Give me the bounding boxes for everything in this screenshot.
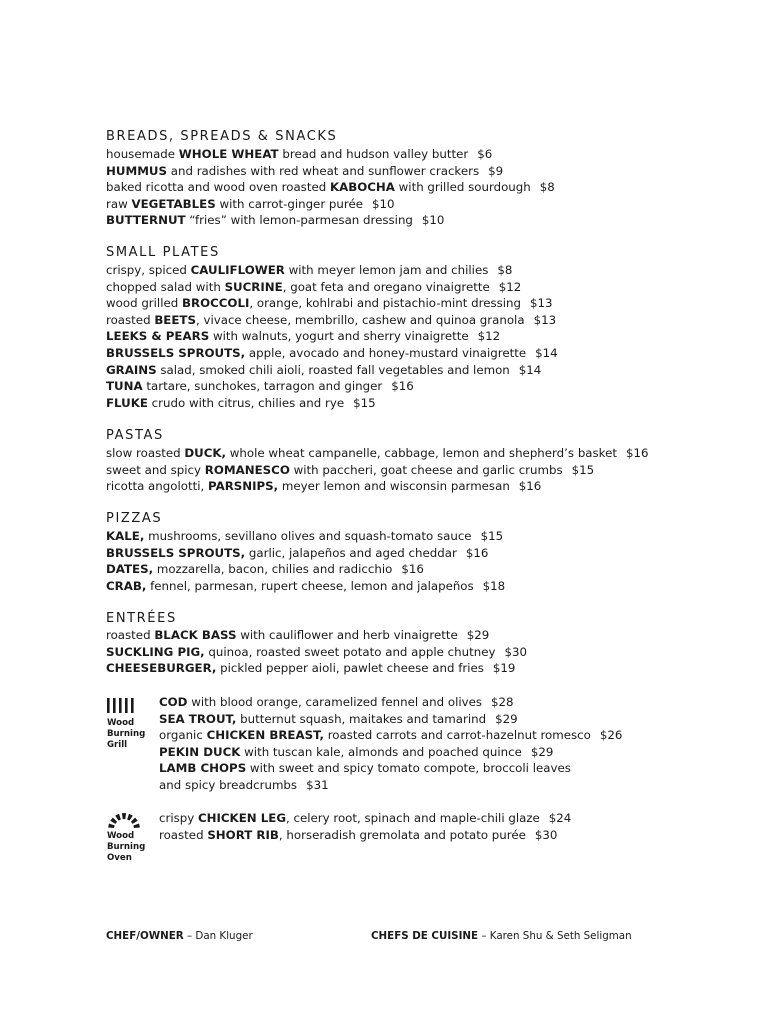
item-name: KALE, — [106, 529, 145, 543]
oven-icon-segment — [127, 814, 133, 821]
pastas-item — [106, 462, 594, 478]
oven-icon-segment — [133, 823, 140, 828]
oven-label-line: Wood — [107, 831, 135, 841]
item-name: ROMANESCO — [204, 462, 290, 477]
item-name: FLUKE — [106, 395, 148, 410]
item-price: $31 — [306, 778, 329, 792]
small-plates-item — [106, 328, 500, 344]
item-description: roasted carrots and carrot-hazelnut romesco — [323, 728, 591, 743]
item-description: meyer lemon and wisconsin parmesan — [278, 479, 510, 494]
item-price: $14 — [518, 362, 542, 377]
item-name: COD — [159, 695, 188, 709]
item-text: roasted — [106, 628, 155, 642]
item-price: $16 — [401, 562, 424, 577]
item-price: $10 — [372, 196, 395, 211]
grill-icon-label — [107, 718, 157, 751]
item-price: $8 — [497, 263, 513, 277]
pastas-item — [106, 445, 649, 461]
item-description: bread and hudson valley butter — [278, 147, 469, 161]
small-plates-item — [106, 312, 556, 328]
item-description: , goat feta and oregano vinaigrette — [282, 279, 490, 294]
item-price: $8 — [539, 180, 555, 195]
item-description: with meyer lemon jam and chilies — [284, 263, 489, 277]
item-description: with sweet and spicy tomato compote, broccoli leaves — [246, 761, 571, 776]
item-description: garlic, jalapeños and aged cheddar — [245, 545, 457, 560]
grill-item — [159, 760, 571, 776]
wood-burning-grill-icon — [106, 698, 138, 714]
item-description: with carrot-ginger purée — [215, 196, 363, 211]
item-name: PARSNIPS, — [208, 479, 279, 494]
item-text: crispy, spiced — [106, 263, 191, 277]
item-text: baked ricotta and wood oven roasted — [106, 180, 330, 195]
chefs-de-cuisine-label: CHEFS DE CUISINE — [371, 930, 479, 942]
item-description: and radishes with red wheat and sunflower crackers — [167, 163, 480, 178]
oven-icon-segment — [110, 817, 117, 823]
entrees-item — [106, 627, 489, 643]
item-text: raw — [106, 196, 132, 211]
chefs-de-cuisine-names: – Karen Shu & Seth Seligman — [478, 930, 632, 942]
section-title-pizzas: PIZZAS — [106, 511, 163, 526]
item-name: CHEESEBURGER, — [106, 661, 217, 676]
item-name: DATES, — [106, 562, 154, 577]
item-description: apple, avocado and honey-mustard vinaigrette — [245, 346, 527, 360]
item-price: $15 — [353, 395, 376, 410]
section-title-small-plates: SMALL PLATES — [106, 245, 220, 260]
grill-item — [159, 727, 622, 743]
item-description: with grilled sourdough — [394, 180, 531, 195]
small-plates-item — [106, 262, 512, 278]
item-description: , celery root, spinach and maple-chili glaze — [286, 811, 540, 825]
entrees-item — [106, 644, 527, 660]
section-title-pastas: PASTAS — [106, 428, 164, 443]
pizzas-item — [106, 578, 505, 594]
item-description: with cauliflower and herb vinaigrette — [236, 628, 458, 642]
item-description: pickled pepper aioli, pawlet cheese and fries — [216, 661, 484, 676]
oven-icon-segment — [131, 817, 138, 823]
item-price: $24 — [548, 811, 572, 825]
breads-item — [106, 146, 492, 162]
item-text: sweet and spicy — [106, 462, 205, 477]
item-price: $13 — [530, 296, 553, 311]
item-name: CHICKEN LEG — [197, 811, 287, 825]
pizzas-item — [106, 528, 503, 544]
item-name: TUNA — [106, 379, 143, 394]
item-name: HUMMUS — [106, 163, 168, 178]
item-price: $12 — [477, 329, 501, 344]
small-plates-item — [106, 395, 376, 411]
item-description: , orange, kohlrabi and pistachio-mint dressing — [249, 296, 521, 311]
item-price: $29 — [495, 711, 518, 726]
item-name: BEETS — [154, 312, 196, 327]
oven-label-line: Burning — [107, 842, 146, 852]
item-name: BRUSSELS SPROUTS, — [106, 545, 246, 560]
item-price: $15 — [480, 529, 504, 543]
pastas-item — [106, 478, 541, 494]
item-price: $14 — [535, 346, 558, 360]
oven-item — [159, 810, 571, 826]
item-price: $13 — [533, 312, 557, 327]
item-description: with paccheri, goat cheese and garlic crumbs — [289, 462, 563, 477]
item-price: $16 — [465, 545, 489, 560]
item-name: VEGETABLES — [131, 196, 216, 211]
grill-label-line: Grill — [107, 740, 128, 750]
oven-icon-segment — [122, 813, 126, 819]
item-description: quinoa, roasted sweet potato and apple chutney — [204, 644, 496, 659]
item-price: $16 — [391, 379, 414, 394]
breads-item — [106, 163, 503, 179]
item-description: , vivace cheese, membrillo, cashew and quinoa granola — [195, 312, 525, 327]
item-price: $29 — [530, 744, 554, 759]
item-description: mozzarella, bacon, chilies and radicchio — [153, 562, 393, 577]
item-text: roasted — [159, 827, 208, 842]
item-description: , horseradish gremolata and potato purée — [278, 827, 526, 842]
item-price: $30 — [504, 644, 527, 659]
oven-icon-segment — [108, 823, 115, 828]
oven-icon-segment — [115, 814, 121, 821]
item-text: crispy — [159, 811, 198, 825]
item-text: roasted — [106, 312, 155, 327]
item-text: chopped salad with — [106, 279, 225, 294]
item-price: $18 — [482, 578, 506, 593]
item-description: tartare, sunchokes, tarragon and ginger — [142, 379, 383, 394]
item-price: $16 — [518, 479, 542, 494]
item-price: $6 — [477, 147, 493, 161]
oven-item — [159, 827, 557, 843]
item-description: salad, smoked chili aioli, roasted fall vegetables and lemon — [156, 362, 510, 377]
item-text: organic — [159, 728, 207, 743]
footer-chef-owner — [106, 929, 253, 943]
small-plates-item — [106, 378, 414, 394]
item-price: $9 — [488, 163, 504, 178]
item-text: and spicy breadcrumbs — [159, 778, 298, 792]
small-plates-item — [106, 362, 541, 378]
grill-item — [159, 744, 553, 760]
item-name: CAULIFLOWER — [190, 263, 285, 277]
oven-label-line: Oven — [107, 853, 132, 863]
footer-chefs-de-cuisine — [371, 929, 632, 943]
small-plates-item — [106, 279, 521, 295]
grill-item — [159, 777, 329, 793]
item-price: $28 — [491, 695, 514, 709]
item-name: BLACK BASS — [154, 628, 237, 642]
item-price: $12 — [498, 279, 522, 294]
breads-item — [106, 212, 444, 228]
grill-item — [159, 711, 518, 727]
item-name: CHICKEN BREAST, — [206, 728, 324, 743]
item-price: $10 — [421, 213, 445, 228]
item-price: $29 — [466, 628, 490, 642]
small-plates-item — [106, 295, 553, 311]
item-description: crudo with citrus, chilies and rye — [147, 395, 345, 410]
item-text: slow roasted — [106, 446, 185, 460]
item-description: with blood orange, caramelized fennel and olives — [187, 695, 483, 709]
pizzas-item — [106, 561, 424, 577]
item-name: SHORT RIB — [207, 827, 279, 842]
item-name: GRAINS — [106, 362, 157, 377]
oven-icon-label — [107, 831, 157, 864]
section-title-breads: BREADS, SPREADS & SNACKS — [106, 129, 338, 144]
item-price: $19 — [492, 661, 516, 676]
item-description: fennel, parmesan, rupert cheese, lemon and jalapeños — [146, 578, 474, 593]
breads-item — [106, 196, 395, 212]
item-name: BUTTERNUT — [106, 213, 186, 228]
grill-item — [159, 694, 514, 710]
item-price: $16 — [625, 446, 649, 460]
item-name: KABOCHA — [329, 180, 395, 195]
item-text: wood grilled — [106, 296, 182, 311]
item-price: $30 — [534, 827, 558, 842]
section-title-entrees: ENTRÉES — [106, 611, 177, 626]
item-text: housemade — [106, 147, 179, 161]
small-plates-item — [106, 345, 558, 361]
item-text: ricotta angolotti, — [106, 479, 208, 494]
item-name: BROCCOLI — [182, 296, 250, 311]
grill-label-line: Burning — [107, 729, 146, 739]
item-name: BRUSSELS SPROUTS, — [106, 346, 246, 360]
item-description: “fries” with lemon-parmesan dressing — [185, 213, 413, 228]
item-description: with walnuts, yogurt and sherry vinaigrette — [209, 329, 469, 344]
item-name: SUCRINE — [224, 279, 283, 294]
wood-burning-oven-icon — [106, 812, 142, 830]
grill-label-line: Wood — [107, 718, 135, 728]
breads-item — [106, 179, 555, 195]
item-description: whole wheat campanelle, cabbage, lemon and shepherd’s basket — [226, 446, 617, 460]
item-description: with tuscan kale, almonds and poached quince — [240, 744, 522, 759]
item-name: SEA TROUT, — [159, 711, 237, 726]
chef-owner-label: CHEF/OWNER — [106, 930, 184, 942]
item-name: CRAB, — [106, 578, 147, 593]
item-price: $26 — [599, 728, 623, 743]
item-name: LEEKS & PEARS — [106, 329, 210, 344]
item-description: butternut squash, maitakes and tamarind — [236, 711, 487, 726]
item-price: $15 — [571, 462, 595, 477]
item-name: WHOLE WHEAT — [178, 147, 279, 161]
pizzas-item — [106, 545, 488, 561]
item-name: PEKIN DUCK — [159, 744, 241, 759]
item-description: mushrooms, sevillano olives and squash-tomato sauce — [144, 529, 472, 543]
item-name: LAMB CHOPS — [159, 761, 247, 776]
item-name: SUCKLING PIG, — [106, 644, 205, 659]
chef-owner-name: – Dan Kluger — [183, 930, 253, 942]
entrees-item — [106, 660, 515, 676]
item-name: DUCK, — [184, 446, 227, 460]
